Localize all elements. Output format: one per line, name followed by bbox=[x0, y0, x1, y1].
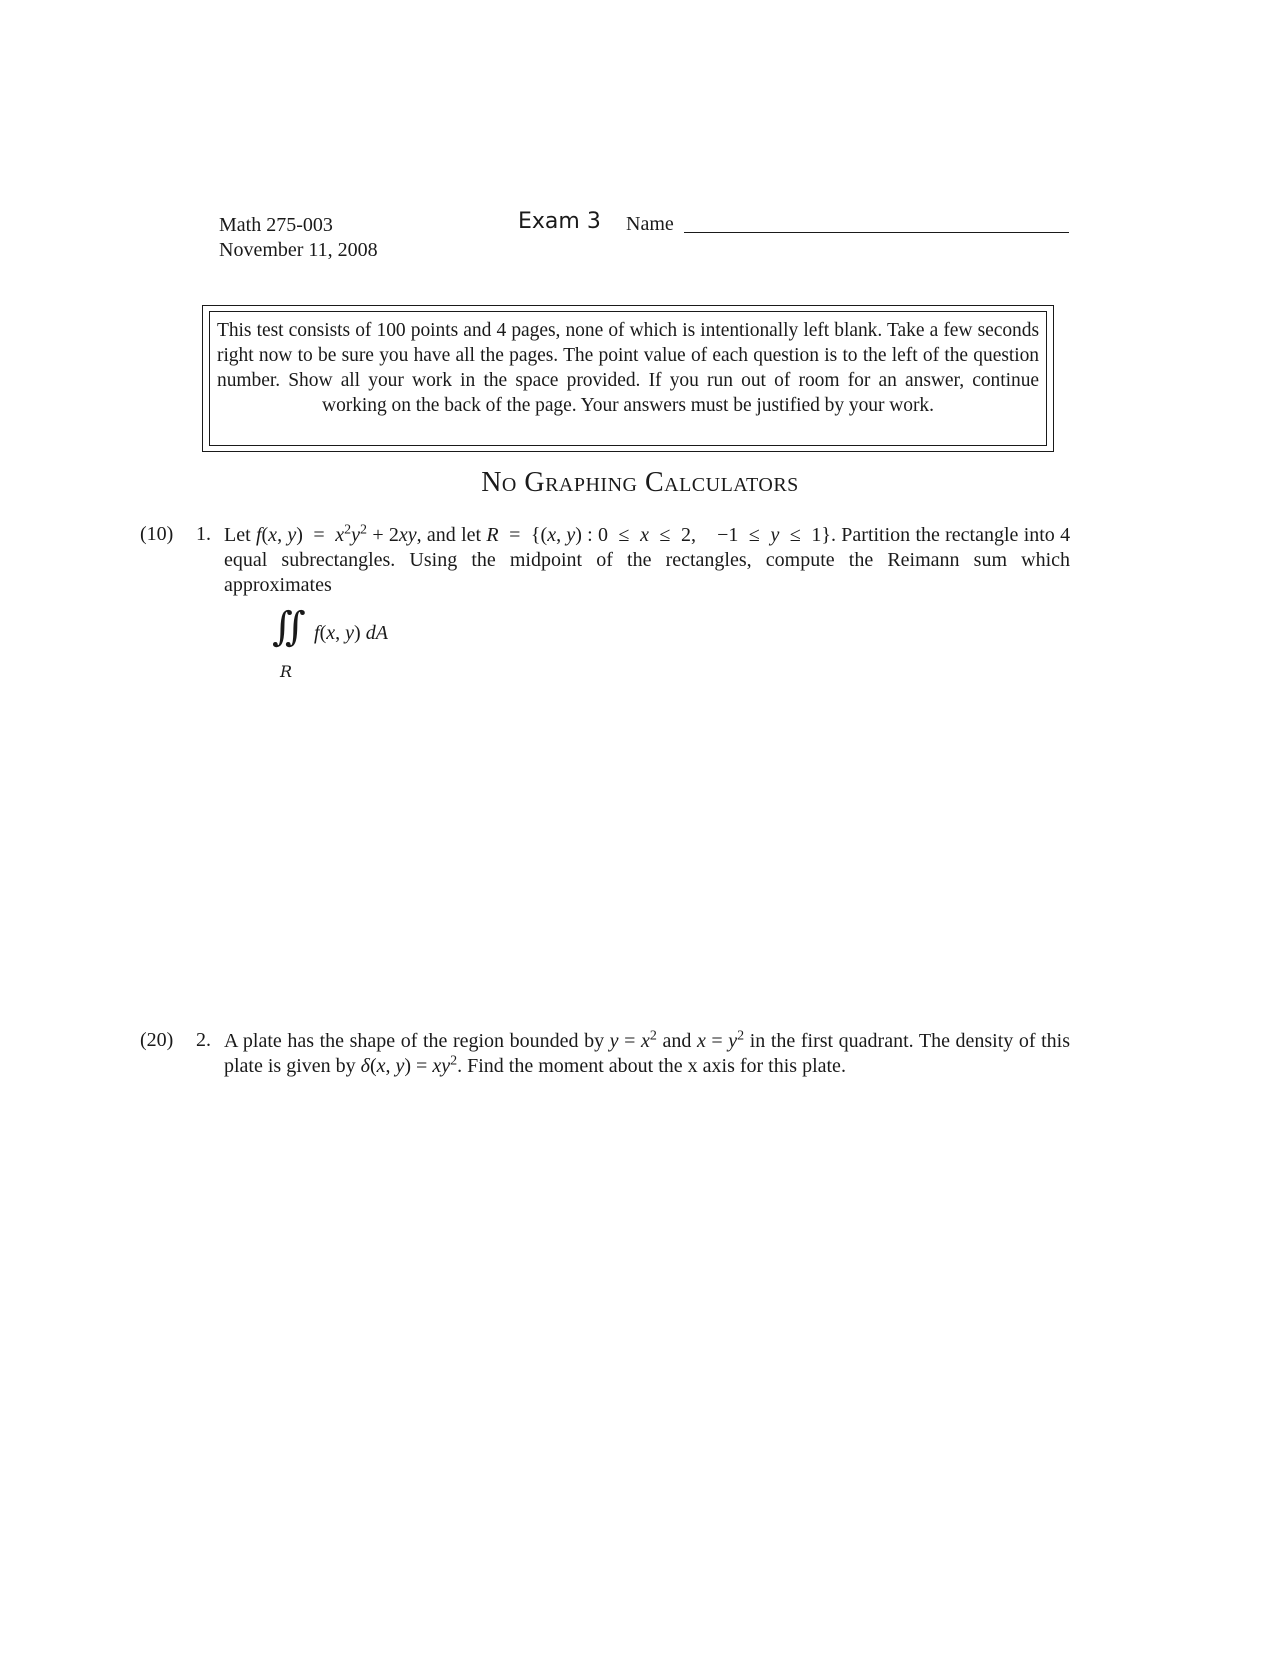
region-subscript: R bbox=[280, 662, 293, 681]
question-1-number: 1. bbox=[196, 523, 211, 545]
instructions-text: This test consists of 100 points and 4 pages, none of which is intentionally left blank. Take a few seconds right now to be sure you have all the pages. The point value of each question is to the left of the question number. Show all your work in the space provided. If you run out of room for an answer, continue working on the back of the page. Your answers must be justified by your work. bbox=[209, 311, 1047, 446]
q2-text-part: A plate has the shape of the region bounded by bbox=[224, 1030, 605, 1052]
question-1-points: (10) bbox=[140, 523, 174, 545]
exam-title: Exam 3 bbox=[518, 209, 601, 234]
question-1-text bbox=[224, 523, 1070, 598]
q2-density: δ(x, $y) = xy^2$. bbox=[360, 1053, 463, 1077]
q2-curve-2: $x = y^2$ bbox=[696, 1028, 745, 1052]
question-2-points: (20) bbox=[140, 1029, 174, 1051]
course-code: Math 275-003 bbox=[219, 214, 333, 236]
no-calculators-banner: No Graphing Calculators bbox=[481, 467, 799, 498]
q1-function: f(x, $y) = x^2y^2 + 2xy$, bbox=[255, 522, 422, 546]
double-integral-sign: ∫∫ bbox=[272, 604, 298, 650]
instructions-box bbox=[202, 305, 1054, 452]
q1-text-part: Let bbox=[224, 524, 251, 546]
q2-text-part: in the first quadrant. The density of this plate is given by bbox=[224, 1030, 1071, 1077]
question-2-number: 2. bbox=[196, 1029, 211, 1051]
name-field[interactable] bbox=[684, 232, 1069, 233]
question-2-text bbox=[224, 1029, 1070, 1079]
q2-text-part: and bbox=[662, 1030, 692, 1052]
q2-text-part: Find the moment about the x axis for this plate. bbox=[467, 1055, 846, 1077]
integrand: f(x, y) dA bbox=[314, 622, 388, 644]
name-label: Name bbox=[626, 213, 674, 235]
q1-text-part: and let bbox=[426, 524, 482, 546]
q1-text-part: Partition the rectangle into 4 equal subrectangles. Using the midpoint of the rectangles, compute the Reimann sum which approximates bbox=[224, 524, 1071, 596]
exam-date: November 11, 2008 bbox=[219, 239, 378, 261]
q2-curve-1: $y = x^2$ bbox=[609, 1028, 657, 1052]
q1-region: R = {(x, y) : 0 ≤ x ≤ 2, −1 ≤ y ≤ 1}. bbox=[486, 524, 836, 546]
course-info bbox=[219, 213, 378, 263]
